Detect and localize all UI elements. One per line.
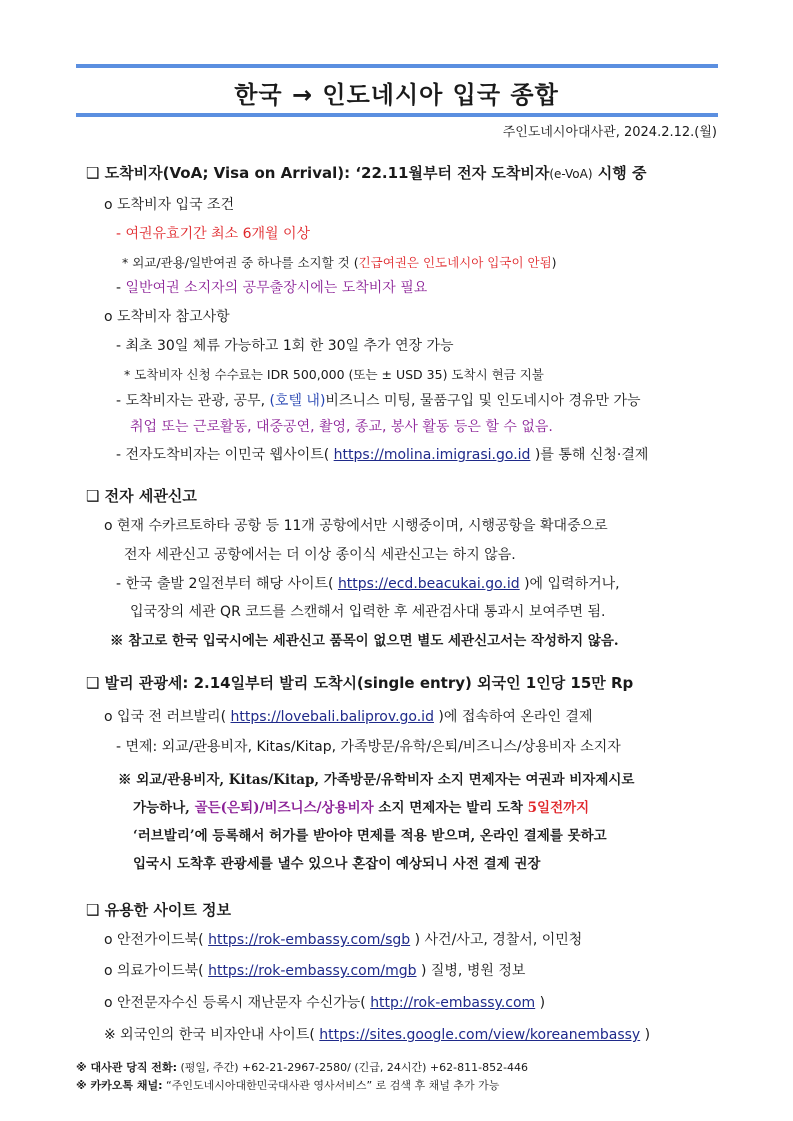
customs-site-tail: )에 입력하거나, (519, 576, 620, 592)
customs-airports-line: o 현재 수카르토하타 공항 등 11개 공항에서만 시행중이며, 시행공항을 확대중으로 (104, 518, 608, 534)
safety-sms-tail: ) (535, 995, 546, 1011)
exemption-note-2a: 가능하나, (133, 800, 195, 816)
stay-period-line: - 최초 30일 체류 가능하고 1회 한 30일 추가 연장 가능 (116, 338, 454, 354)
exemption-note-1: ※ 외교/관용비자, Kitas/Kitap, 가족방문/유학비자 소지 면제자는 여권과 비자제시로 (118, 772, 635, 788)
in-hotel-note: (호텔 내) (269, 393, 326, 409)
medical-guide-tail: ) 질병, 병원 정보 (416, 963, 526, 979)
passport-type-text: * 외교/관용/일반여권 중 하나를 소지할 것 ( (122, 255, 359, 270)
passport-type-close: ) (551, 255, 557, 270)
evoa-site-tail: )를 통해 신청·결제 (530, 447, 649, 463)
purpose-text-a: - 도착비자는 관광, 공무, (116, 393, 270, 409)
section-customs-heading: ❑ 전자 세관신고 (86, 487, 197, 505)
page-title: 한국 → 인도네시아 입국 종합 (234, 81, 559, 109)
medical-guide-text: o 의료가이드북( (104, 963, 209, 979)
official-trip-text: 일반여권 소지자의 공무출장시에는 도착비자 필요 (125, 280, 428, 296)
five-days-note: 5일전까지 (527, 800, 590, 816)
customs-paper-line: 전자 세관신고 공항에서는 더 이상 종이식 세관신고는 하지 않음. (124, 547, 516, 563)
molina-link[interactable]: https://molina.imigrasi.go.id (333, 447, 531, 463)
purpose-text-c: 비즈니스 미팅, 물품구입 및 인도네시아 경유만 가능 (325, 393, 641, 409)
duty-phone-label: ※ 대사관 당직 전화: (76, 1061, 177, 1074)
kakao-channel-line (76, 1077, 499, 1093)
golden-visa-note: 골든(은퇴)/비즈니스/상용비자 (194, 800, 374, 816)
title-rule (76, 113, 718, 117)
customs-site-text: - 한국 출발 2일전부터 해당 사이트( (116, 576, 338, 592)
exemption-note-2c: 소지 면제자는 발리 도착 (373, 800, 528, 816)
customs-qr-line: 입국장의 세관 QR 코드를 스캔해서 입력한 후 세관검사대 통과시 보여주면 됨. (130, 604, 606, 620)
kakao-channel-text: “주인도네시아대한민국대사관 영사서비스” 로 검색 후 채널 추가 가능 (162, 1079, 500, 1092)
lovebali-line (104, 706, 592, 726)
prohibited-activities-line: 취업 또는 근로활동, 대중공연, 촬영, 종교, 봉사 활동 등은 할 수 없음. (130, 419, 553, 435)
customs-korea-note: ※ 참고로 한국 입국시에는 세관신고 품목이 없으면 별도 세관신고서는 작성하지 않음. (110, 633, 619, 649)
passport-validity-line: - 여권유효기간 최소 6개월 이상 (116, 226, 311, 242)
top-rule (76, 64, 718, 68)
safety-sms-text: o 안전문자수신 등록시 재난문자 수신가능( (104, 995, 371, 1011)
voa-conditions-title: o 도착비자 입국 조건 (104, 197, 235, 213)
lovebali-text: o 입국 전 러브발리( (104, 709, 231, 725)
lovebali-link[interactable]: https://lovebali.baliprov.go.id (230, 709, 434, 725)
exemption-line: - 면제: 외교/관용비자, Kitas/Kitap, 가족방문/유학/은퇴/비즈니스/상용비자 소지자 (116, 739, 621, 755)
medical-guide-line (104, 960, 525, 980)
customs-site-line (116, 573, 620, 593)
dash: - (116, 280, 126, 296)
korea-visa-line (104, 1024, 650, 1044)
section-bali-tax-heading: ❑ 발리 관광세: 2.14일부터 발리 도착시(single entry) 외국인 1인당 15만 Rp (86, 674, 634, 692)
voa-heading-main: ❑ 도착비자(VoA; Visa on Arrival): ‘22.11월부터 전자 도착비자 (86, 164, 550, 182)
beacukai-link[interactable]: https://ecd.beacukai.go.id (337, 576, 520, 592)
emergency-passport-note: 긴급여권은 인도네시아 입국이 안됨 (358, 255, 552, 270)
safety-guide-tail: ) 사건/사고, 경찰서, 이민청 (410, 932, 583, 948)
fee-line: * 도착비자 신청 수수료는 IDR 500,000 (또는 ± USD 35) 도착시 현금 지불 (124, 367, 544, 382)
lovebali-tail: )에 접속하여 온라인 결제 (433, 709, 593, 725)
korea-visa-text: ※ 외국인의 한국 비자안내 사이트( (104, 1027, 320, 1043)
korean-embassy-site-link[interactable]: https://sites.google.com/view/koreanembassy (319, 1027, 641, 1043)
kakao-channel-label: ※ 카카오톡 채널: (76, 1079, 163, 1092)
mgb-link[interactable]: https://rok-embassy.com/mgb (208, 963, 417, 979)
voa-notes-title: o 도착비자 참고사항 (104, 309, 230, 325)
purpose-line (116, 390, 641, 410)
duty-phone-line (76, 1059, 528, 1075)
exemption-note-3: ‘러브발리’에 등록해서 허가를 받아야 면제를 적용 받으며, 온라인 결제를 못하고 (133, 828, 607, 844)
sgb-link[interactable]: https://rok-embassy.com/sgb (208, 932, 411, 948)
safety-guide-text: o 안전가이드북( (104, 932, 209, 948)
section-sites-heading: ❑ 유용한 사이트 정보 (86, 901, 232, 919)
voa-heading-tail: 시행 중 (592, 164, 647, 182)
passport-type-line (122, 253, 557, 271)
evoa-site-text: - 전자도착비자는 이민국 웹사이트( (116, 447, 334, 463)
evoa-site-line (116, 444, 648, 464)
exemption-note-4: 입국시 도착후 관광세를 낼수 있으나 혼잡이 예상되니 사전 결제 권장 (133, 856, 541, 872)
official-trip-line (116, 277, 427, 297)
safety-guide-line (104, 929, 582, 949)
korea-visa-tail: ) (640, 1027, 651, 1043)
safety-sms-line (104, 992, 545, 1012)
exemption-note-2 (133, 796, 589, 816)
embassy-link[interactable]: http://rok-embassy.com (370, 995, 536, 1011)
voa-heading-evoa: (e-VoA) (549, 167, 593, 181)
duty-phone-text: (평일, 주간) +62-21-2967-2580/ (긴급, 24시간) +62-811-852-446 (176, 1061, 529, 1074)
date-line: 주인도네시아대사관, 2024.2.12.(월) (502, 125, 717, 140)
section-voa-heading (86, 162, 646, 183)
